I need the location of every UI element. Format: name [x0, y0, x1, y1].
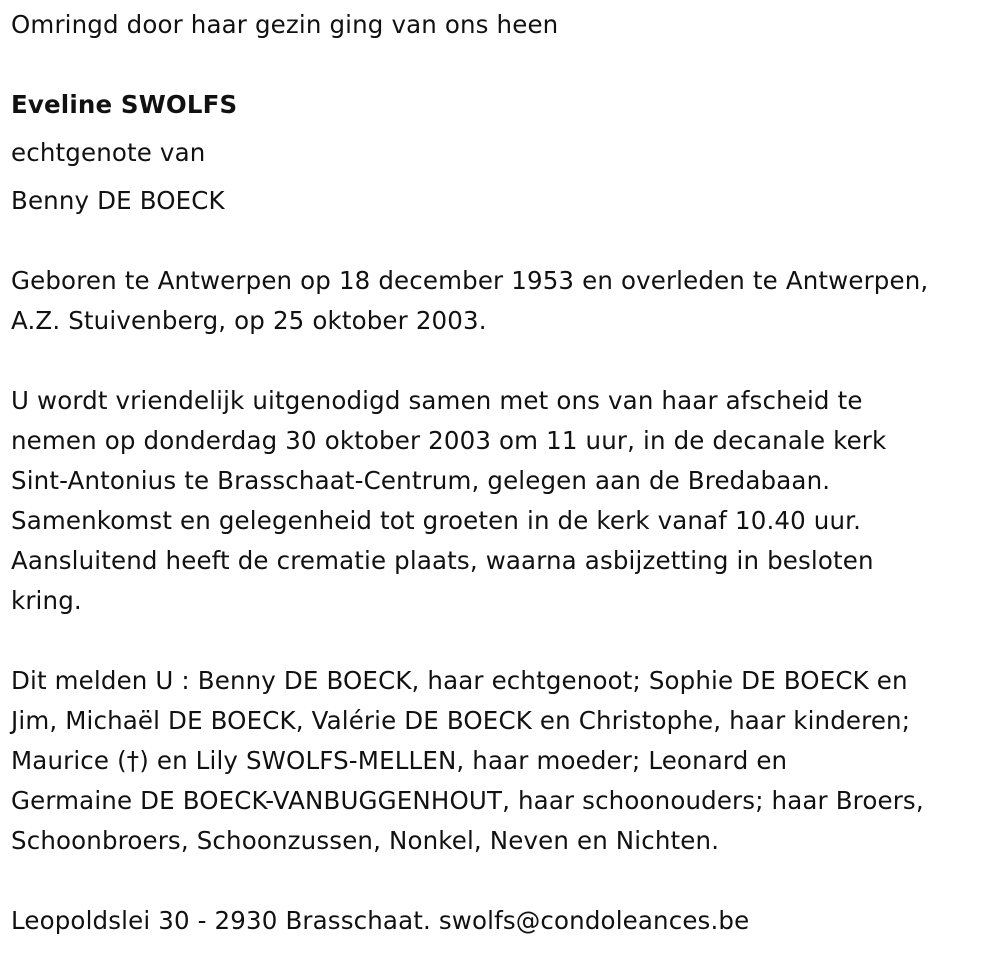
- invitation-paragraph: [11, 381, 996, 621]
- intro-text: Omringd door haar gezin ging van ons heen: [11, 10, 559, 39]
- invitation-line: nemen op donderdag 30 oktober 2003 om 11 uur, in de decanale kerk: [11, 426, 887, 455]
- family-line: Jim, Michaël DE BOECK, Valérie DE BOECK en Christophe, haar kinderen;: [11, 706, 911, 735]
- spouse-name: Benny DE BOECK: [11, 186, 225, 215]
- family-line: Germaine DE BOECK-VANBUGGENHOUT, haar schoonouders; haar Broers,: [11, 786, 924, 815]
- family-line: Maurice (†) en Lily SWOLFS-MELLEN, haar moeder; Leonard en: [11, 746, 788, 775]
- deceased-name: Eveline SWOLFS: [11, 90, 238, 119]
- invitation-line: kring.: [11, 586, 82, 615]
- invitation-line: Samenkomst en gelegenheid tot groeten in de kerk vanaf 10.40 uur.: [11, 506, 862, 535]
- invitation-line: U wordt vriendelijk uitgenodigd samen met ons van haar afscheid te: [11, 386, 863, 415]
- birth-death-line: A.Z. Stuivenberg, op 25 oktober 2003.: [11, 306, 487, 335]
- family-paragraph: [11, 661, 996, 861]
- invitation-line: Sint-Antonius te Brasschaat-Centrum, gelegen aan de Bredabaan.: [11, 466, 831, 495]
- birth-death-line: Geboren te Antwerpen op 18 december 1953 en overleden te Antwerpen,: [11, 266, 929, 295]
- birth-death-paragraph: [11, 261, 996, 341]
- address-line: Leopoldslei 30 - 2930 Brasschaat. swolfs@condoleances.be: [11, 906, 750, 935]
- family-line: Dit melden U : Benny DE BOECK, haar echtgenoot; Sophie DE BOECK en: [11, 666, 908, 695]
- relation-text: echtgenote van: [11, 138, 206, 167]
- family-line: Schoonbroers, Schoonzussen, Nonkel, Neven en Nichten.: [11, 826, 720, 855]
- invitation-line: Aansluitend heeft de crematie plaats, waarna asbijzetting in besloten: [11, 546, 874, 575]
